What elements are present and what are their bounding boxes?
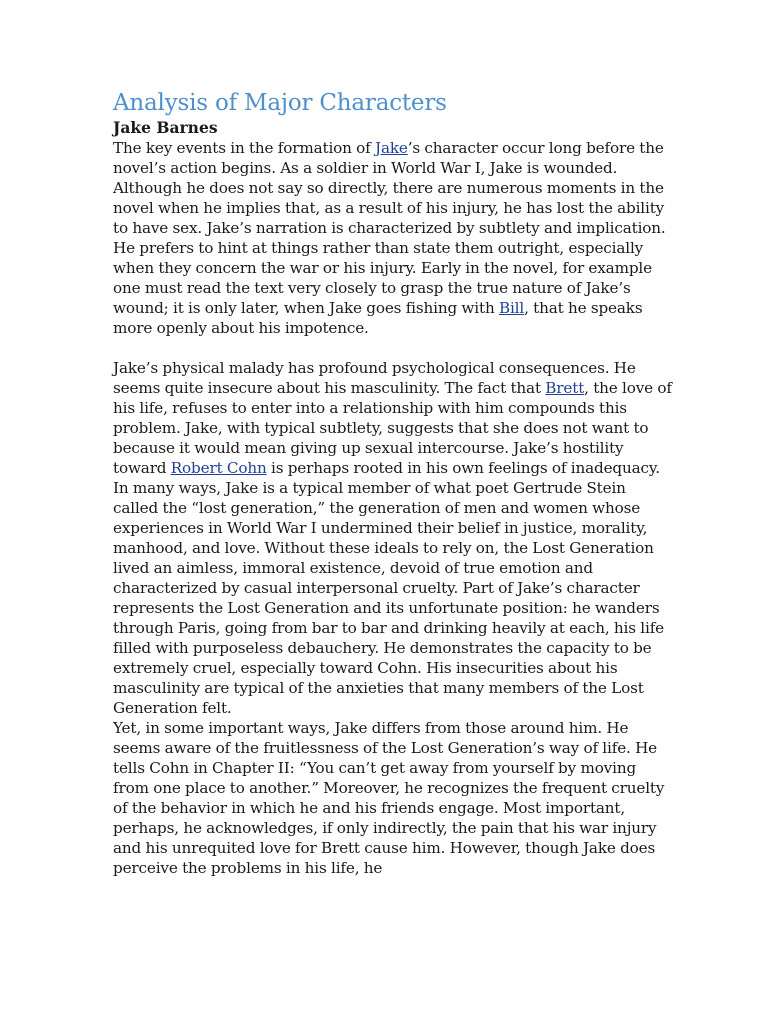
paragraph-3-text-1: Yet, in some important ways, Jake differs from those around him. He seems aware of the fruitlessness of the Lost Generation’s way of life. He tells Cohn in Chapter II: “You can’t get away from yourself by moving from one place to another.” Moreover, he recognizes the frequent cruelty of the behavior in which he and his friends engage. Most important, perhaps, he acknowledges, if only indirectly, the pain that his war injury and his unrequited love for Brett cause him. However, though Jake does perceive the problems in his life, he xyxy=(113,719,665,877)
document-page xyxy=(113,88,673,878)
paragraph-spacer xyxy=(113,338,673,358)
paragraph-2-text-1: Jake’s physical malady has profound psychological consequences. He seems quite insecure about his masculinity. The fact that xyxy=(113,359,636,397)
paragraph-1 xyxy=(113,138,673,338)
link-jake[interactable]: Jake xyxy=(375,139,408,157)
paragraph-1-text-2: ’s character occur long before the novel’s action begins. As a soldier in World War I, Jake is wounded. Although he does not say so directly, there are numerous moments in the novel when he implies that, as a result of his injury, he has lost the ability to have sex. Jake’s narration is characterized by subtlety and implication. He prefers to hint at things rather than state them outright, especially when they concern the war or his injury. Early in the novel, for example one must read the text very closely to grasp the true nature of Jake’s wound; it is only later, when Jake goes fishing with xyxy=(113,139,666,317)
paragraph-3 xyxy=(113,718,673,878)
link-robert-cohn[interactable]: Robert Cohn xyxy=(170,459,267,477)
section-heading: Jake Barnes xyxy=(113,118,218,137)
page-title: Analysis of Major Characters xyxy=(113,90,447,116)
paragraph-2-text-2: , the love of his life, refuses to enter into a relationship with him compounds this problem. Jake, with typical subtlety, suggests that she does not want to because it would mean giving up sexual intercourse. Jake’s hostility toward xyxy=(113,379,672,477)
paragraph-1-text-1: The key events in the formation of xyxy=(113,139,375,157)
paragraph-2 xyxy=(113,358,673,718)
link-bill[interactable]: Bill xyxy=(498,299,525,317)
paragraph-1-text-3: , that he speaks more openly about his impotence. xyxy=(113,299,643,337)
link-brett[interactable]: Brett xyxy=(545,379,585,397)
paragraph-2-text-3: is perhaps rooted in his own feelings of inadequacy. In many ways, Jake is a typical member of what poet Gertrude Stein called the “lost generation,” the generation of men and women whose experiences in World War I undermined their belief in justice, morality, manhood, and love. Without these ideals to rely on, the Lost Generation lived an aimless, immoral existence, devoid of true emotion and characterized by casual interpersonal cruelty. Part of Jake’s character represents the Lost Generation and its unfortunate position: he wanders through Paris, going from bar to bar and drinking heavily at each, his life filled with purposeless debauchery. He demonstrates the capacity to be extremely cruel, especially toward Cohn. His insecurities about his masculinity are typical of the anxieties that many members of the Lost Generation felt. xyxy=(113,459,664,717)
